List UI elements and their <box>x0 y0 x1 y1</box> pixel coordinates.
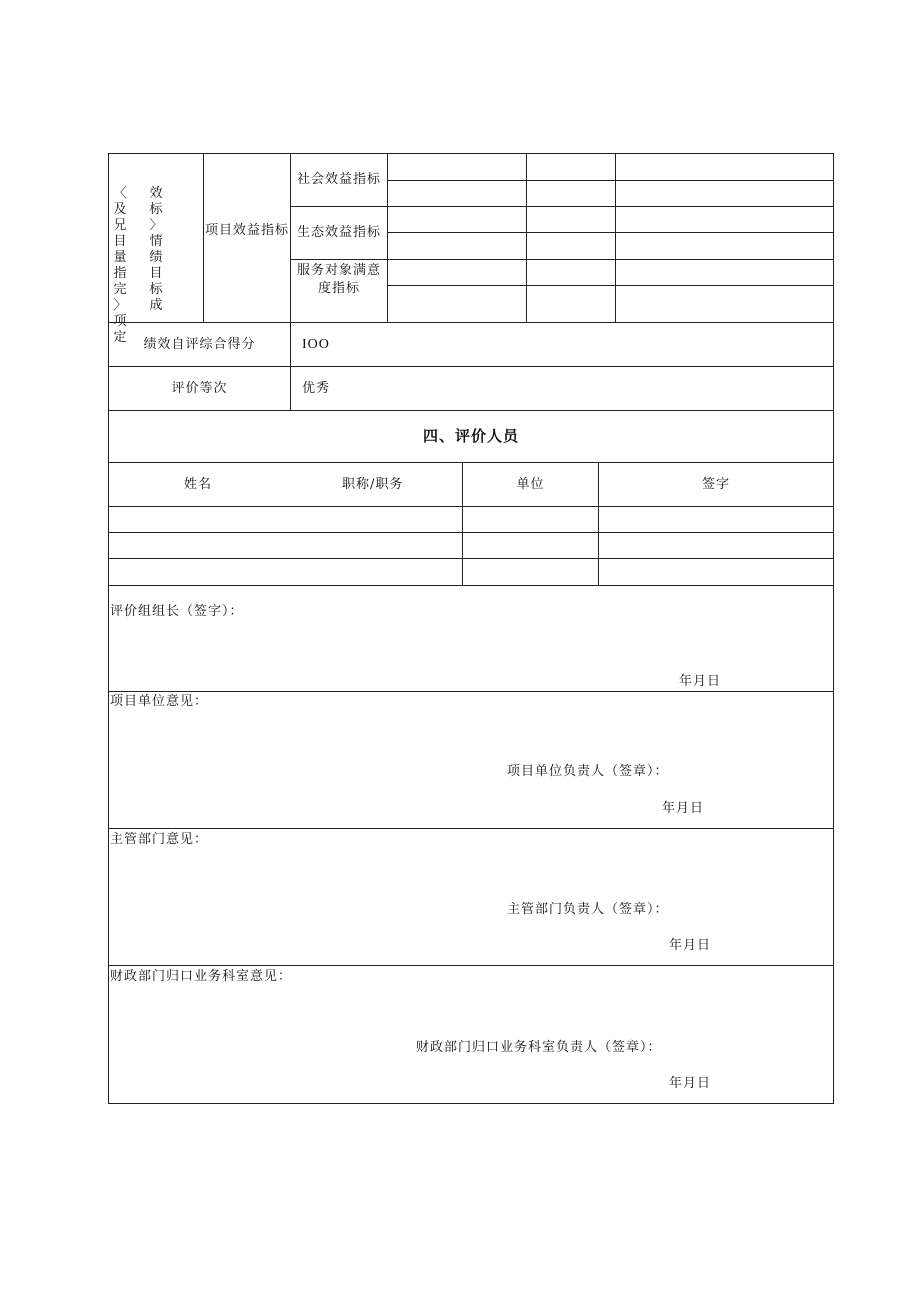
member-header-title: 职称/职务 <box>342 477 404 492</box>
score-label: 绩效自评综合得分 <box>143 337 256 352</box>
indicator-vertical-char: 量 <box>113 250 127 265</box>
indicator-vertical-char: 标 <box>149 202 163 217</box>
indicator-vertical-char: 〉 <box>113 298 127 313</box>
indicator-vertical-char: 标 <box>149 282 163 297</box>
project-unit-signer: 项目单位负责人（签章）： <box>507 764 669 779</box>
finance-signer: 财政部门归口业务科室负责人（签章）： <box>416 1040 662 1055</box>
indicator-row-satisfaction: 服务对象满意度指标 <box>296 263 381 296</box>
indicator-vertical-char: 项 <box>113 314 127 329</box>
indicator-vertical-char: 目 <box>149 266 163 281</box>
indicator-vertical-char: 〉 <box>149 218 163 233</box>
leader-date: 年月日 <box>679 674 722 689</box>
indicator-row-social: 社会效益指标 <box>296 172 381 187</box>
leader-label: 评价组组长（签字）： <box>110 604 244 619</box>
indicator-vertical-char: 绩 <box>149 250 163 265</box>
project-unit-date: 年月日 <box>662 801 705 816</box>
grade-value: 优秀 <box>302 381 331 396</box>
indicator-row-ecological: 生态效益指标 <box>296 225 381 240</box>
indicator-vertical-char: 兄 <box>113 218 127 233</box>
indicator-vertical-char: 指 <box>113 266 127 281</box>
finance-date: 年月日 <box>669 1076 712 1091</box>
member-header-unit: 单位 <box>516 477 545 492</box>
indicator-category-label: 项目效益指标 <box>205 223 290 238</box>
score-value: IOO <box>302 337 330 352</box>
indicator-vertical-char: 定 <box>113 330 127 345</box>
indicator-vertical-char: 〈 <box>113 186 127 201</box>
dept-signer: 主管部门负责人（签章）： <box>507 902 669 917</box>
indicator-vertical-char: 情 <box>149 234 163 249</box>
indicator-vertical-char: 成 <box>149 298 163 313</box>
project-unit-opinion-label: 项目单位意见： <box>110 694 209 709</box>
indicator-vertical-char: 目 <box>113 234 127 249</box>
indicator-vertical-char: 及 <box>113 202 127 217</box>
indicator-vertical-char: 完 <box>113 282 127 297</box>
dept-date: 年月日 <box>669 938 712 953</box>
grade-label: 评价等次 <box>171 381 228 396</box>
member-header-name: 姓名 <box>184 477 213 492</box>
indicator-vertical-text-right <box>148 186 164 314</box>
indicator-vertical-char: 效 <box>149 186 163 201</box>
member-header-sign: 签字 <box>701 477 730 492</box>
dept-opinion-label: 主管部门意见： <box>110 832 209 847</box>
section-title: 四、评价人员 <box>422 427 519 445</box>
finance-opinion-label: 财政部门归口业务科室意见： <box>110 969 293 984</box>
indicator-vertical-text-left <box>112 186 128 346</box>
